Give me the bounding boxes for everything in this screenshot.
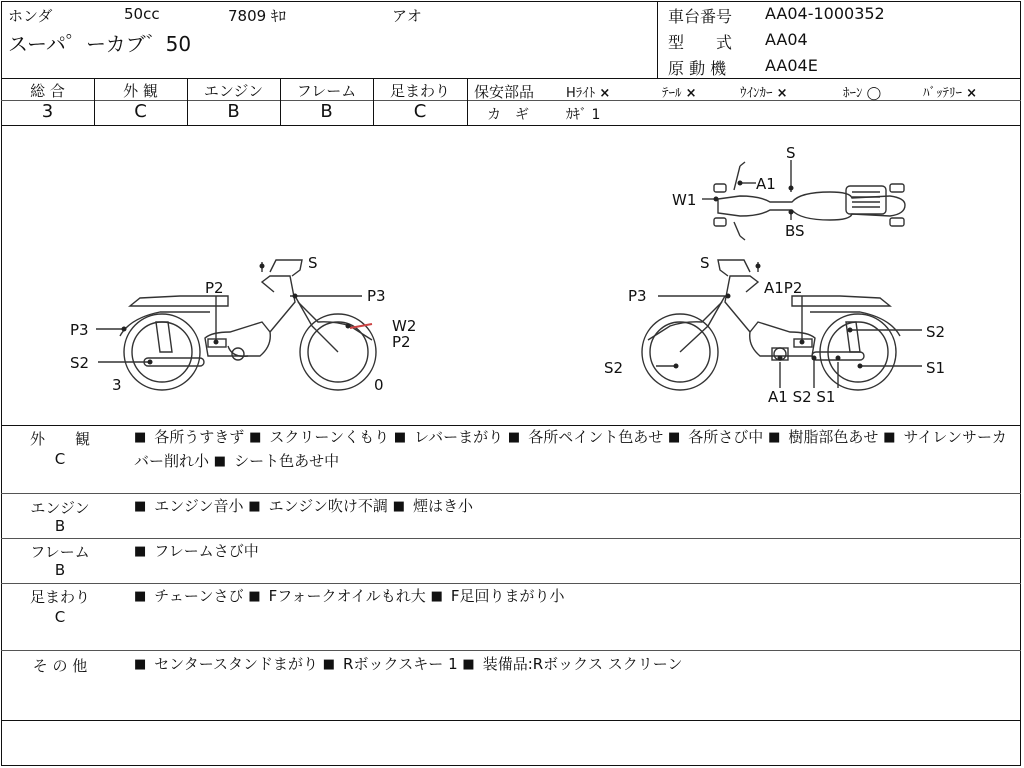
section-engine-grade: B: [54, 517, 66, 535]
diag-left-s: S: [308, 254, 318, 272]
grade-exterior-label: 外 観: [123, 82, 158, 100]
diag-top-bs: BS: [785, 222, 805, 240]
model-name: スーパ゜ーカブ゛50: [8, 32, 192, 56]
key-label: カ ギ: [487, 107, 529, 123]
safety-item: ﾊﾞｯﾃﾘｰ ×: [923, 86, 978, 101]
mileage: 7809 ｷﾛ: [228, 7, 286, 25]
damage-diagram: [0, 126, 1022, 424]
section-divider: [1, 493, 1021, 494]
section-exterior-items: ■ 各所うすきず ■ スクリーンくもり ■ レバーまがり ■ 各所ペイント色あせ ■ 各所さび中 ■ 樹脂部色あせ ■ サイレンサーカバー削れ小 ■ シート色あせ中: [134, 426, 1014, 474]
diag-right-a1p2: A1P2: [764, 279, 803, 297]
grade-row-top: [1, 78, 1021, 79]
section-frame-title: フレーム: [30, 543, 90, 561]
diag-right-s1: S1: [926, 359, 946, 377]
diag-left-p3: P3: [367, 287, 386, 305]
safety-title: 保安部品: [474, 83, 535, 101]
diag-right-s2a: S2: [926, 323, 946, 341]
section-frame-items: ■ フレームさび中: [134, 540, 1014, 564]
safety-item: ﾎｰﾝ ◯: [843, 86, 882, 101]
section-divider: [1, 538, 1021, 539]
displacement: 50cc: [124, 5, 160, 23]
key-value: ｶｷﾞ 1: [566, 107, 601, 123]
diag-right-p3: P3: [628, 287, 647, 305]
diag-left-0: 0: [374, 376, 384, 394]
header-divider: [657, 1, 658, 78]
frame-no: AA04-1000352: [765, 4, 885, 23]
diag-left-p2b: P2: [392, 333, 411, 351]
safety-item: ﾃｰﾙ ×: [662, 86, 697, 101]
bike-left-view: [96, 260, 376, 390]
section-other-items: ■ センタースタンドまがり ■ Rボックスキー 1 ■ 装備品:Rボックス スクリーン: [134, 653, 1014, 677]
diag-top-s: S: [786, 144, 796, 162]
section-exterior-title: 外 観: [29, 430, 90, 448]
section-divider: [1, 650, 1021, 651]
sections-bottom: [1, 720, 1021, 721]
maker: ホンダ: [8, 7, 53, 25]
diag-top-w1: W1: [672, 191, 697, 209]
color: アオ: [392, 7, 422, 25]
grade-engine-value: B: [227, 101, 240, 122]
type-label: 型 式: [668, 33, 733, 52]
section-suspension-items: ■ チェーンさび ■ Fフォークオイルもれ大 ■ F足回りまがり小: [134, 585, 1014, 609]
diag-right-s2b: S2: [604, 359, 624, 377]
section-other-title: そ の 他: [32, 657, 88, 675]
grade-suspension-value: C: [413, 101, 427, 122]
engine-label: 原 動 機: [668, 59, 727, 78]
grade-engine-label: エンジン: [203, 82, 264, 100]
grade-col-divider: [467, 78, 468, 125]
diag-left-3: 3: [112, 376, 122, 394]
section-divider: [1, 583, 1021, 584]
section-suspension-title: 足まわり: [29, 588, 90, 606]
safety-item: ｳｲﾝｶｰ ×: [740, 86, 788, 101]
diag-left-p3b: P3: [70, 321, 89, 339]
frame-no-label: 車台番号: [668, 7, 733, 26]
engine-value: AA04E: [765, 56, 818, 75]
grade-frame-value: B: [320, 101, 333, 122]
diag-right-bottom: A1 S2 S1: [768, 388, 836, 406]
diag-top-a1: A1: [756, 175, 776, 193]
diag-left-p2: P2: [205, 279, 224, 297]
diag-left-w2: W2: [392, 317, 417, 335]
section-frame-grade: B: [54, 561, 66, 579]
grade-exterior-value: C: [134, 101, 147, 122]
section-suspension-grade: C: [54, 608, 66, 626]
grade-overall-label: 総 合: [30, 82, 65, 100]
section-exterior-grade: C: [54, 450, 66, 468]
safety-item: Hﾗｲﾄ ×: [566, 86, 611, 101]
section-engine-title: エンジン: [30, 499, 90, 517]
diag-left-s2: S2: [70, 354, 90, 372]
section-engine-items: ■ エンジン音小 ■ エンジン吹け不調 ■ 煙はき小: [134, 495, 1014, 519]
type-value: AA04: [765, 30, 808, 49]
diag-right-s: S: [700, 254, 710, 272]
grade-frame-label: フレーム: [296, 82, 357, 100]
grade-overall-value: 3: [41, 101, 54, 122]
grade-suspension-label: 足まわり: [389, 82, 450, 100]
